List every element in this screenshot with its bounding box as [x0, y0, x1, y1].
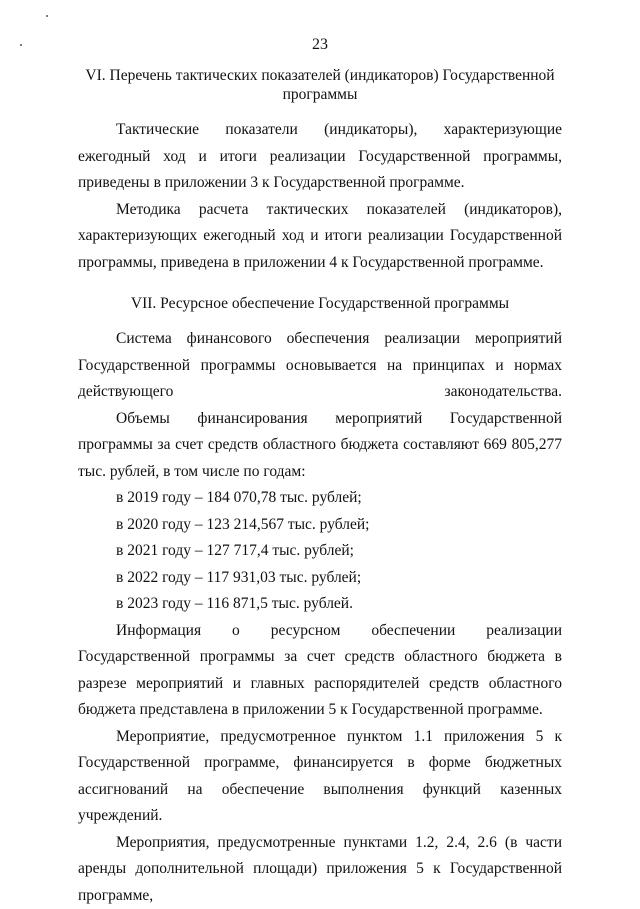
paragraph: Мероприятия, предусмотренные пунктами 1.2, 2.4, 2.6 (в части аренды дополнительной площади) приложения 5 к Государственной программе, — [78, 830, 562, 909]
paragraph: Информация о ресурсном обеспечении реализации Государственной программы за счет средств областного бюджета в разрезе мероприятий и главных распорядителей средств областного бюджета представлена в приложении 5 к Государственной программе. — [78, 618, 562, 724]
funding-year-item: в 2022 году – 117 931,03 тыс. рублей; — [78, 565, 562, 592]
section-6-body — [78, 117, 562, 276]
page-number: 23 — [0, 36, 640, 54]
scan-speck — [46, 15, 48, 17]
paragraph: Методика расчета тактических показателей (индикаторов), характеризующих ежегодный ход и итоги реализации Государственной программы, приведена в приложении 4 к Государственной программе. — [78, 197, 562, 277]
funding-year-item: в 2019 году – 184 070,78 тыс. рублей; — [78, 485, 562, 512]
paragraph: Объемы финансирования мероприятий Государственной программы за счет средств областного бюджета составляют 669 805,277 тыс. рублей, в том числе по годам: — [78, 406, 562, 486]
paragraph: Мероприятие, предусмотренное пунктом 1.1 приложения 5 к Государственной программе, финансируется в форме бюджетных ассигнований на обеспечение выполнения функций казенных учреждений. — [78, 724, 562, 830]
section-6-heading: VI. Перечень тактических показателей (индикаторов) Государственной программы — [78, 66, 562, 104]
paragraph: Тактические показатели (индикаторы), характеризующие ежегодный ход и итоги реализации Государственной программы, приведены в приложении 3 к Государственной программе. — [78, 117, 562, 197]
funding-year-item: в 2021 году – 127 717,4 тыс. рублей; — [78, 538, 562, 565]
funding-year-item: в 2023 году – 116 871,5 тыс. рублей. — [78, 591, 562, 618]
section-7-body — [78, 326, 562, 909]
paragraph: Система финансового обеспечения реализации мероприятий Государственной программы основывается на принципах и нормах действующего законодательства. — [78, 326, 562, 406]
funding-year-item: в 2020 году – 123 214,567 тыс. рублей; — [78, 512, 562, 539]
section-7-heading: VII. Ресурсное обеспечение Государственной программы — [78, 294, 562, 313]
